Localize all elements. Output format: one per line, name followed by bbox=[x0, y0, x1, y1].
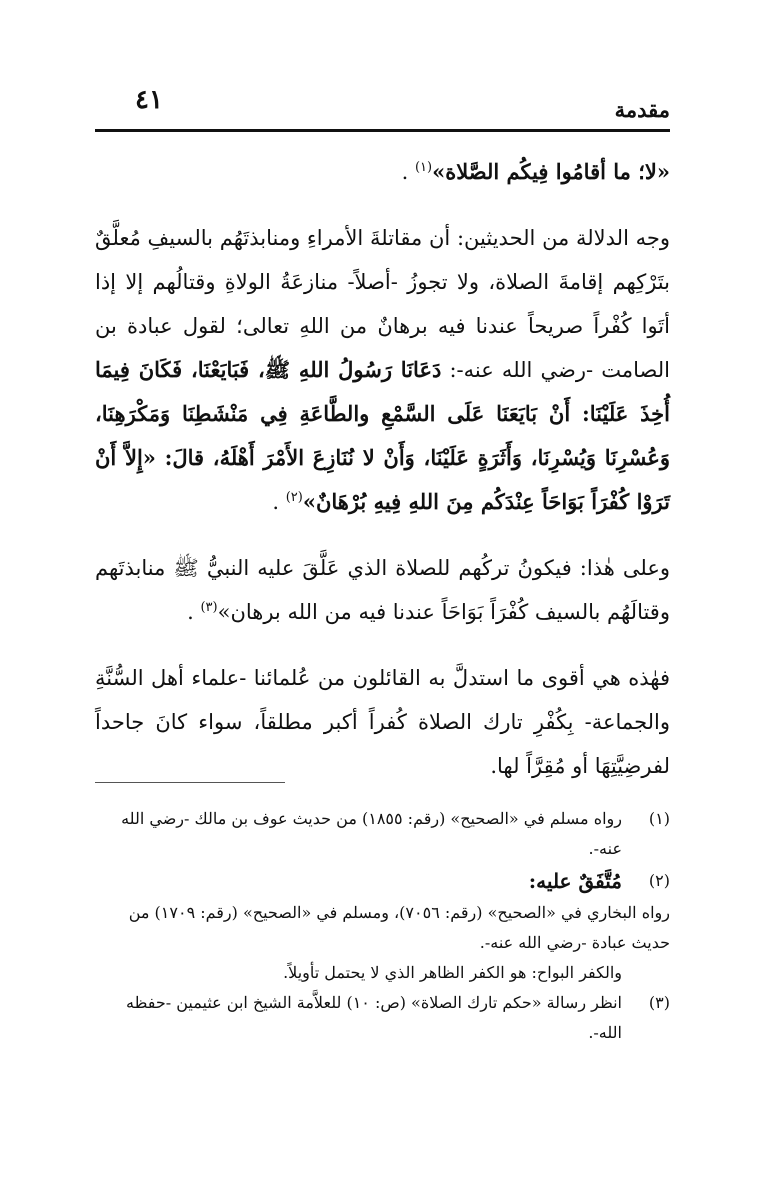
header-rule bbox=[95, 129, 670, 132]
evidence-paragraph: وجه الدلالة من الحديثين: أن مقاتلةَ الأمراءِ ومنابذتَهُم بالسيفِ مُعلَّقٌ بتَرْكِهم إقامةَ الصلاة، ولا تجوزُ -أصلاً- منازعَةُ الولاةِ وقتالُهم إلا إذا أتَوا كُفْراً صريحاً عندنا فيه برهانٌ من اللهِ تعالى؛ لقول عبادة بن الصامت -رضي الله عنه-: دَعَانَا رَسُولُ اللهِ ﷺ، فَبَايَعْنَا، فَكَانَ فِيمَا أُخِذَ عَلَيْنَا: أَنْ بَايَعَنَا عَلَى السَّمْعِ والطَّاعَةِ فِي مَنْشَطِنَا وَمَكْرَهِنَا، وَعُسْرِنَا وَيُسْرِنَا، وَأَثَرَةٍ عَلَيْنَا، وَأَنْ لا نُنَازِعَ الأَمْرَ أَهْلَهُ، قالَ: «إِلاَّ أَنْ تَرَوْا كُفْرَاً بَوَاحَاً عِنْدَكُم مِنَ اللهِ فِيهِ بُرْهَانٌ»$^{(٢)}$ . bbox=[95, 226, 670, 514]
main-text bbox=[95, 150, 670, 810]
conclusion-paragraph: وعلى هٰذا: فيكونُ تركُهم للصلاة الذي عَلَّقَ عليه النبيُّ ﷺ منابذتَهم وقتالَهُم بالسيف كُفْرَاً بَوَاحَاً عندنا فيه من الله برهان»$^{(٣)}$ . bbox=[95, 556, 670, 624]
page-header bbox=[95, 75, 670, 135]
summary-paragraph bbox=[95, 656, 670, 788]
footnote-number: (٣) bbox=[648, 993, 670, 1012]
summary-text: فهٰذه هي أقوى ما استدلَّ به القائلون من عُلمائنا -علماء أهل السُّنَّةِ والجماعة- بِكُفْرِ تارك الصلاة كُفراً أكبر مطلقاً، سواء كانَ جاحداً لفرضِيَّتِهَا أو مُقِرَّاً لها. bbox=[95, 666, 670, 778]
footnote-ref-1: (١) bbox=[414, 160, 433, 175]
footnote-1 bbox=[95, 804, 670, 864]
footnotes bbox=[95, 804, 670, 1050]
footnote-text: رواه مسلم في «الصحيح» (رقم: ١٨٥٥) من حديث عوف بن مالك -رضي الله عنه-. bbox=[121, 809, 622, 858]
footnote-number: (١) bbox=[648, 809, 670, 828]
footnote-3 bbox=[95, 988, 670, 1048]
evidence-text: وجه الدلالة من الحديثين: أن مقاتلةَ الأمراءِ ومنابذتَهُم بالسيفِ مُعلَّقٌ بتَرْكِهم إقامةَ الصلاة، ولا تجوزُ -أصلاً- منازعَةُ الولاةِ وقتالُهم إلا إذا أتَوا كُفْراً صريحاً عندنا فيه برهانٌ من اللهِ تعالى؛ لقول عبادة بن الصامت -رضي الله عنه-: bbox=[95, 226, 670, 382]
hadith-quote: «لا؛ ما أقامُوا فِيكُم الصَّلاة» bbox=[432, 159, 670, 184]
page-number: ٤١ bbox=[135, 85, 163, 115]
hadith-text: دَعَانَا رَسُولُ اللهِ ﷺ، فَبَايَعْنَا، فَكَانَ فِيمَا أُخِذَ عَلَيْنَا: أَنْ بَايَعَنَا عَلَى السَّمْعِ والطَّاعَةِ فِي مَنْشَطِنَا وَمَكْرَهِنَا، وَعُسْرِنَا وَيُسْرِنَا، وَأَثَرَةٍ عَلَيْنَا، وَأَنْ لا نُنَازِعَ الأَمْرَ أَهْلَهُ، قالَ: «إِلاَّ أَنْ تَرَوْا كُفْرَاً بَوَاحَاً عِنْدَكُم مِنَ اللهِ فِيهِ بُرْهَانٌ» bbox=[95, 357, 670, 514]
footnote-2 bbox=[95, 866, 670, 896]
running-title: مقدمة bbox=[614, 97, 670, 122]
footnote-2-note: والكفر البواح: هو الكفر الظاهر الذي لا يحتمل تأويلاً. bbox=[283, 963, 622, 982]
footnote-ref-3: (٣) bbox=[200, 600, 218, 615]
footnote-text: انظر رسالة «حكم تارك الصلاة» (ص: ١٠) للعلاَّمة الشيخ ابن عثيمين -حفظه الله-. bbox=[126, 993, 622, 1042]
footnote-heading: مُتَّفَقٌ عليه: bbox=[528, 869, 622, 893]
footnote-ref-2: (٢) bbox=[285, 490, 303, 505]
footnote-separator bbox=[95, 782, 285, 783]
conclusion-text: وعلى هٰذا: فيكونُ تركُهم للصلاة الذي عَلَّقَ عليه النبيُّ ﷺ منابذتَهم وقتالَهُم بالسيف كُفْرَاً بَوَاحَاً عندنا فيه من الله برهان» bbox=[95, 556, 670, 624]
footnote-2-source: رواه البخاري في «الصحيح» (رقم: ٧٠٥٦)، ومسلم في «الصحيح» (رقم: ١٧٠٩) من حديث عبادة -رضي الله عنه-. bbox=[128, 903, 670, 952]
footnote-number: (٢) bbox=[648, 871, 670, 890]
hadith-quote-paragraph: «لا؛ ما أقامُوا فِيكُم الصَّلاة»$^{(١)}$ . bbox=[401, 159, 670, 184]
